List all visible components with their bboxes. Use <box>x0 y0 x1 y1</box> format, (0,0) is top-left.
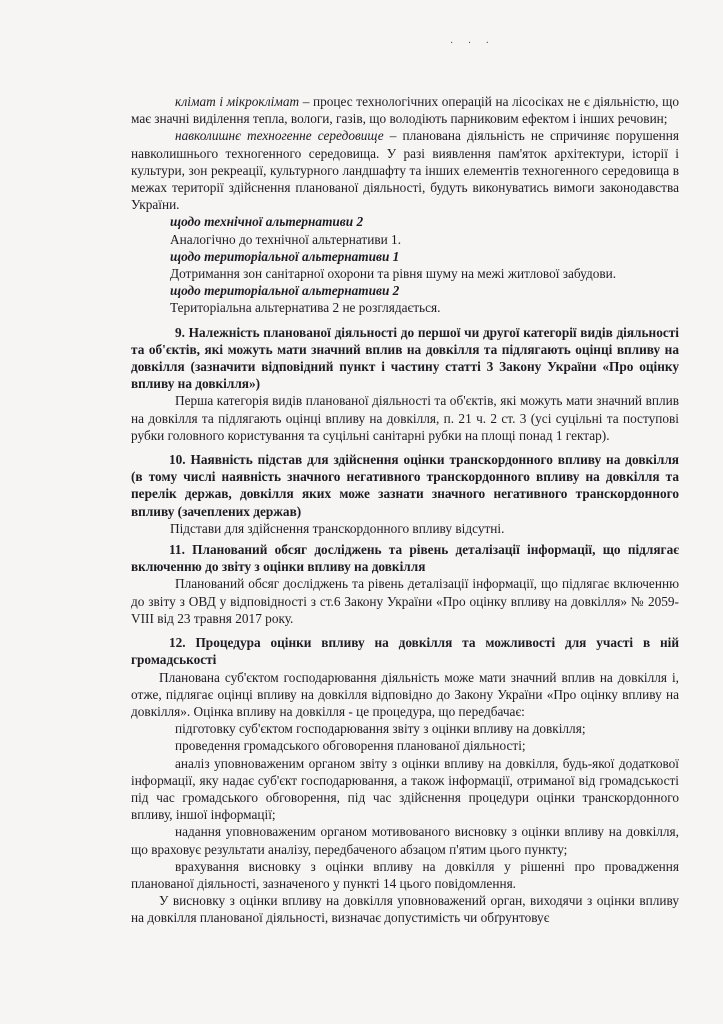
text-climate: – процес технологічних операцій на лісосіках не є діяльністю, що має значні виділення тепла, вологи, газів, що володіють парниковим ефектом і інших речовин; <box>131 94 679 127</box>
text-terr-alt-2: Територіальна альтернатива 2 не розглядається. <box>170 300 441 316</box>
term-climate: клімат і мікроклімат <box>175 94 300 109</box>
heading-terr-alt-2: щодо територіальної альтернативи 2 <box>170 283 400 299</box>
section-12-heading: 12. Процедура оцінки впливу на довкілля та можливості для участі в ній громадськості <box>131 635 679 668</box>
section-12-last: У висновку з оцінки впливу на довкілля уповноважений орган, виходячи з оцінки впливу на довкілля планованої діяльності, визначає допустимість чи обґрунтовує <box>131 893 679 926</box>
section-12-item-5: врахування висновку з оцінки впливу на довкілля у рішенні про провадження планованої діяльності, зазначеного у пункті 14 цього повідомлення. <box>131 858 679 891</box>
text-techno-env: – планована діяльність не спричиняє порушення навколишнього техногенного середовища. У разі виявлення пам'яток архітектури, історії і культури, зон рекреації, культурного ландшафту та інших елементів техногенного середовища в межах території здійснення планованої діяльності, будуть виконуватись вимоги законодавства України. <box>131 128 679 213</box>
section-10-text: Підстави для здійснення транскордонного впливу відсутні. <box>170 520 505 536</box>
section-12-item-2: проведення громадського обговорення планованої діяльності; <box>175 738 526 754</box>
paragraph-techno-env <box>131 127 679 213</box>
text-tech-alt-2: Аналогічно до технічної альтернативи 1. <box>170 231 402 247</box>
section-12-item-4: надання уповноваженим органом мотивованого висновку з оцінки впливу на довкілля, що враховує результати аналізу, передбаченого абзацом п'ятим цього пункту; <box>131 824 679 857</box>
section-9-text: Перша категорія видів планованої діяльності та об'єктів, які можуть мати значний вплив на довкілля та підлягають оцінці впливу на довкілля, п. 21 ч. 2 ст. 3 (усі суцільні та поступові рубки головного користування та суцільні санітарні рубки на площі понад 1 гектар). <box>131 393 679 443</box>
heading-terr-alt-1: щодо територіальної альтернативи 1 <box>170 248 400 264</box>
section-12-text: Планована суб'єктом господарювання діяльність може мати значний вплив на довкілля і, отже, підлягає оцінці впливу на довкілля відповідно до Закону України «Про оцінку впливу на довкілля». Оцінка впливу на довкілля - це процедура, що передбачає: <box>131 669 679 719</box>
section-12-item-1: підготовку суб'єктом господарювання звіту з оцінки впливу на довкілля; <box>175 721 586 737</box>
term-techno-env: навколишнє техногенне середовище <box>175 128 384 144</box>
section-11-heading: 11. Планований обсяг досліджень та рівень деталізації інформації, що підлягає включенню до звіту з оцінки впливу на довкілля <box>131 542 679 575</box>
scan-specks: · · · <box>450 38 495 49</box>
section-11-text: Планований обсяг досліджень та рівень деталізації інформації, що підлягає включенню до звіту з ОВД у відповідності з ст.6 Закону України «Про оцінку впливу на довкілля» № 2059-VIII від 23 травня 2017 року. <box>131 576 679 626</box>
heading-tech-alt-2: щодо технічної альтернативи 2 <box>170 214 364 230</box>
paragraph-climate <box>131 93 679 127</box>
section-10-heading: 10. Наявність підстав для здійснення оцінки транскордонного впливу на довкілля (в тому числі наявність значного негативного транскордонного впливу на довкілля та перелік держав, довкілля яких може зазнати значного негативного транскордонного впливу (зачеплених держав) <box>131 452 679 519</box>
section-12-item-3: аналіз уповноваженим органом звіту з оцінки впливу на довкілля, будь-якої додаткової інформації, яку надає суб'єкт господарювання, а також інформації, отриманої від громадськості під час громадського обговорення, під час здійснення процедури оцінки транскордонного впливу, іншої інформації; <box>131 755 679 823</box>
section-9-heading: 9. Належність планованої діяльності до першої чи другої категорії видів діяльності та об'єктів, які можуть мати значний вплив на довкілля та підлягають оцінці впливу на довкілля (зазначити відповідний пункт і частину статті 3 Закону України «Про оцінку впливу на довкілля») <box>131 324 679 392</box>
document-body <box>131 93 679 927</box>
text-terr-alt-1: Дотримання зон санітарної охорони та рівня шуму на межі житлової забудови. <box>170 266 617 282</box>
